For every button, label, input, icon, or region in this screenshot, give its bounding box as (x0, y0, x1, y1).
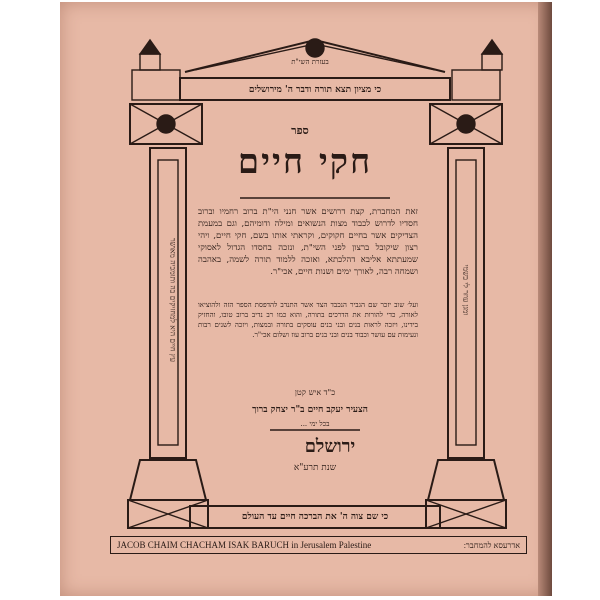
author-suffix: בכל ימי ... (300, 420, 330, 428)
right-flower-ornament-icon (457, 115, 475, 133)
author-address-english: JACOB CHAIM CHACHAM ISAK BARUCH in Jerusalem Palestine (117, 540, 372, 550)
description-paragraph: זאת המחברת, קצת דרושים אשר חנני הי"ת ברוב רחמיו וברוב חסדיו לדרוש לכבוד מצות הנשואים ומילה ודומיהם, וגם במעמת הצדיקים אשר בחיים חקוקים, וקראתי אותו בשם, חקי חיים, ויהי רצון שיקובל ברצון לפני השי"ת, ונזכה בחסדו הגדול לאסוקי שמעתתא אליבא דהלכתא, ואזכה ללמוד תורה לשמה, באהבה ושמחה רבה, לאורך ימים ושנות חיים, אכי"ר. (198, 207, 418, 277)
publication-city: ירושלם (304, 436, 356, 457)
author-name: הצעיר יעקב חיים ב"ר יצחק ברוך (252, 405, 368, 415)
right-column-verse: ומגן עוזר לי בשמי (461, 264, 471, 316)
publication-year: שנת תרע"א (293, 463, 337, 473)
top-dedication: בעזרת השי"ת (291, 58, 329, 66)
bottom-banner-verse: כי שם צוה ה' את הברכה חיים עד העולם (241, 512, 389, 522)
top-banner-verse: כי מציון תצא תורה ודבר ה' מירושלים (248, 85, 382, 95)
sefer-label: ספר (291, 124, 309, 137)
left-column-verse: עץ חיים היא למחזיקים בה ותומכיה מאושר (168, 238, 178, 362)
author-prefix: כ"ד איש קטן (294, 388, 336, 397)
book-title: חקי חיים (237, 142, 373, 182)
left-flower-ornament-icon (157, 115, 175, 133)
author-address-box (110, 536, 527, 554)
right-urn-icon (482, 40, 502, 54)
author-address-hebrew: אדרעסא להמחבר: (463, 540, 520, 550)
approbation-paragraph: ועל׳ שוב יזכר שם הגביר הנכבד הצד אשר התנדב להדפסת הספר הזה ולהוציאו לאורה, כדי להורות את הדרכים בתורה, והוא כמו רב נדיב ברוב טובו, והחזיק בידינו, ויזכה לראות בנים ובני בנים עוסקים בתורה ובמצות, ויזכה לשנים רבות ונעימות עם עושר וכבוד בנים ובני בנים ברוב עוז ושלום אכי"ר. (198, 301, 418, 339)
left-urn-icon (140, 40, 160, 54)
shell-ornament-icon (306, 39, 324, 57)
